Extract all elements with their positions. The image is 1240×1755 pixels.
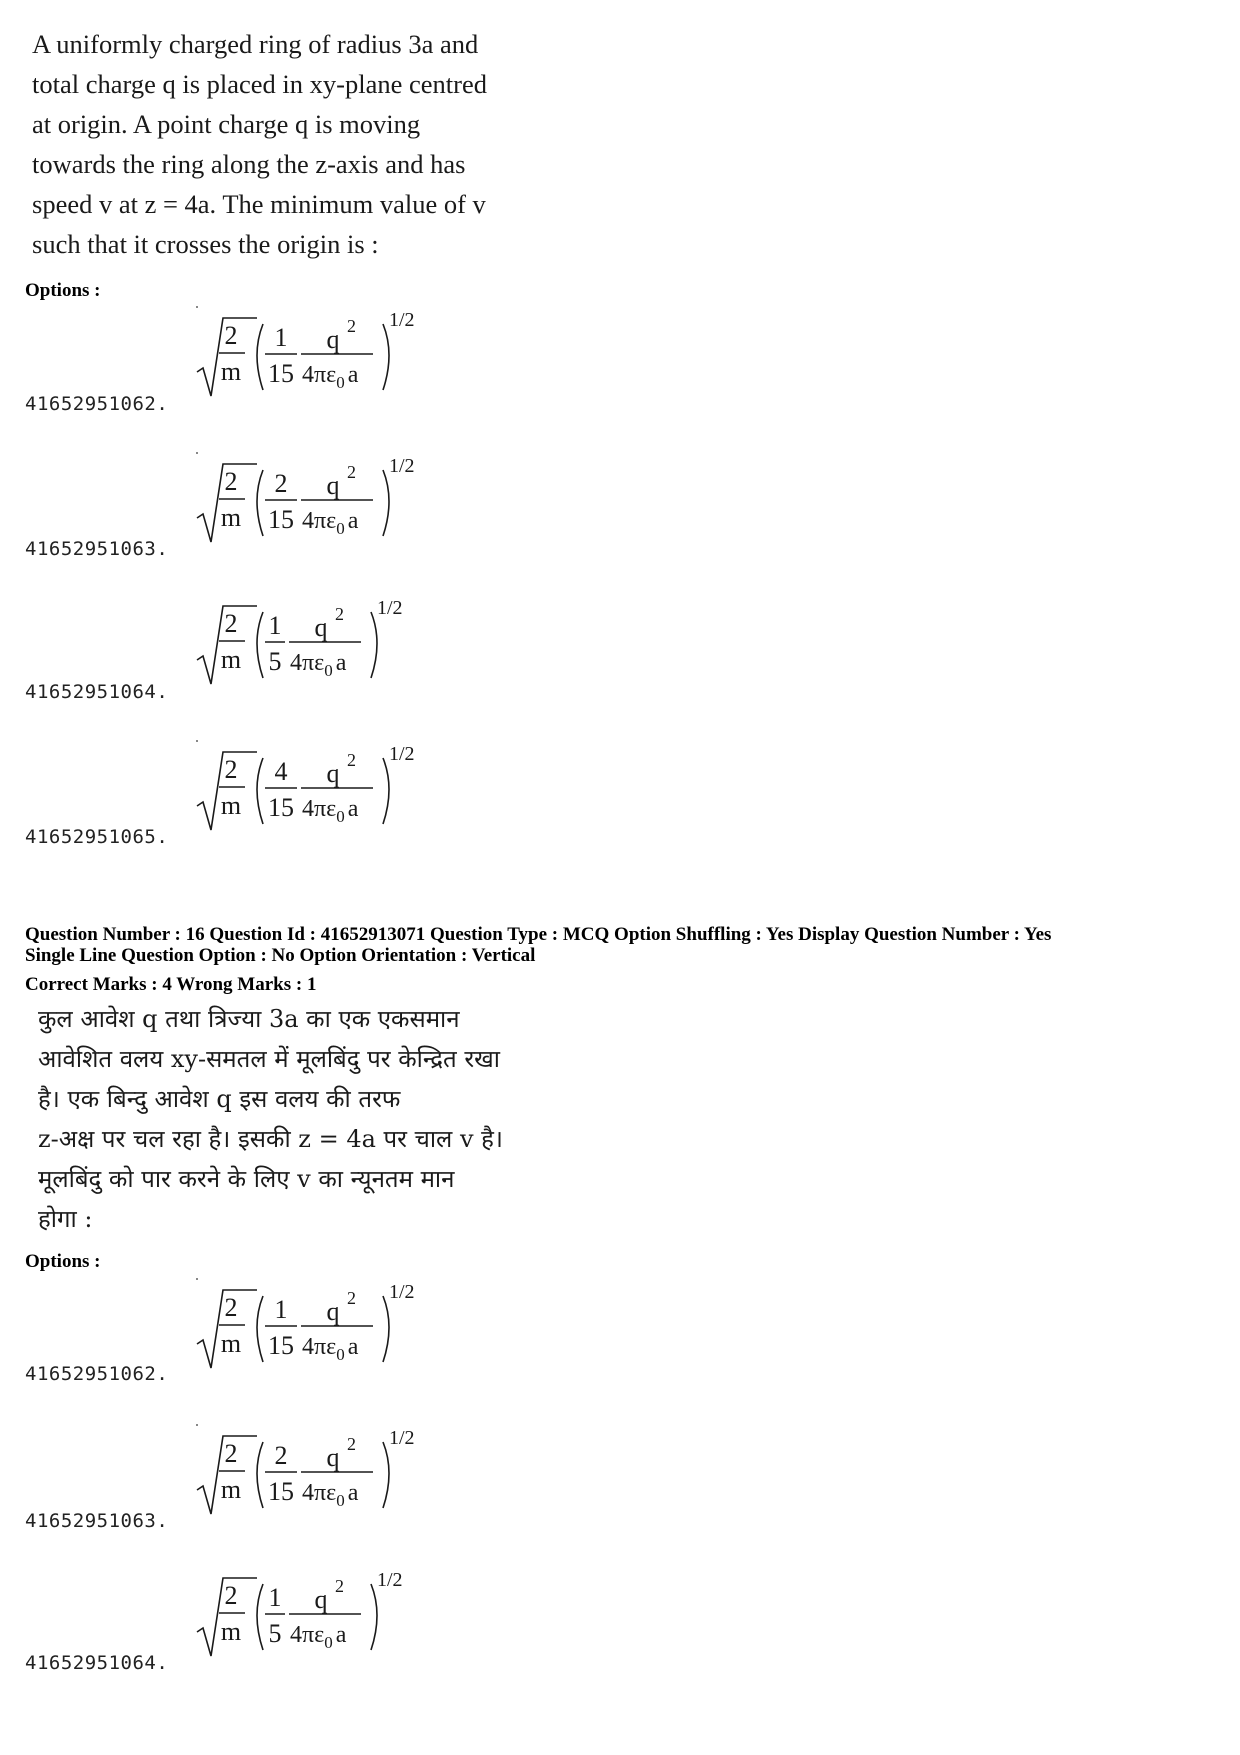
denominator-expression — [302, 1480, 359, 1510]
right-paren — [371, 612, 377, 678]
denominator-subscript: 0 — [336, 1345, 345, 1364]
q-power: 2 — [347, 750, 356, 770]
sqrt-denominator: m — [220, 1617, 242, 1646]
right-paren — [371, 1584, 377, 1650]
option-id: 41652951064. — [25, 1652, 169, 1674]
question-meta-line: Question Number : 16 Question Id : 41652913071 Question Type : MCQ Option Shuffling : Yes Display Question Number : Yes — [25, 924, 1052, 945]
scan-dot — [196, 306, 198, 308]
sqrt-numerator: 2 — [224, 1293, 238, 1322]
denominator-tail: a — [347, 1480, 359, 1506]
options-label: Options : — [25, 1251, 101, 1272]
coef-numerator: 1 — [274, 323, 288, 352]
q-power: 2 — [335, 604, 344, 624]
coef-numerator: 1 — [268, 1583, 282, 1612]
denominator-subscript: 0 — [336, 373, 345, 392]
coef-denominator: 5 — [268, 647, 282, 676]
coef-numerator: 2 — [274, 469, 288, 498]
q-power: 2 — [347, 1434, 356, 1454]
exponent-label: 1/2 — [389, 310, 415, 331]
sqrt-numerator: 2 — [224, 609, 238, 638]
denominator-tail: a — [347, 362, 359, 388]
coef-denominator: 15 — [268, 505, 294, 534]
q-power: 2 — [335, 1576, 344, 1596]
sqrt-denominator: m — [220, 1329, 242, 1358]
coef-numerator: 4 — [274, 757, 288, 786]
q-power: 2 — [347, 1288, 356, 1308]
denominator-tail: a — [335, 1622, 347, 1648]
question-line: total charge q is placed in xy-plane centred — [32, 69, 487, 99]
right-paren — [383, 758, 389, 824]
denominator-main: 4πε — [290, 650, 325, 676]
question-line: towards the ring along the z-axis and has — [32, 149, 466, 179]
left-paren — [257, 1584, 263, 1650]
coef-numerator: 1 — [268, 611, 282, 640]
option-id: 41652951063. — [25, 538, 169, 560]
question-line: speed v at z = 4a. The minimum value of v — [32, 189, 486, 219]
question-line: होगा : — [38, 1205, 93, 1233]
coef-denominator: 15 — [268, 1477, 294, 1506]
denominator-expression — [302, 1334, 359, 1364]
question-line: A uniformly charged ring of radius 3a and — [32, 29, 479, 59]
scan-dot — [196, 740, 198, 742]
denominator-expression — [290, 1622, 347, 1652]
question-line: आवेशित वलय xy-समतल में मूलबिंदु पर केन्द्रित रखा — [38, 1045, 500, 1073]
denominator-tail: a — [335, 650, 347, 676]
q-symbol: q — [314, 1585, 328, 1614]
coef-denominator: 15 — [268, 793, 294, 822]
option-id: 41652951064. — [25, 681, 169, 703]
denominator-tail: a — [347, 796, 359, 822]
option-id: 41652951063. — [25, 1510, 169, 1532]
denominator-subscript: 0 — [336, 519, 345, 538]
denominator-expression — [290, 650, 347, 680]
q-symbol: q — [326, 1297, 340, 1326]
denominator-main: 4πε — [302, 508, 337, 534]
exponent-label: 1/2 — [377, 598, 403, 619]
denominator-subscript: 0 — [336, 807, 345, 826]
sqrt-denominator: m — [220, 645, 242, 674]
option-formula — [195, 1428, 455, 1528]
exponent-label: 1/2 — [389, 744, 415, 765]
denominator-main: 4πε — [290, 1622, 325, 1648]
denominator-expression — [302, 362, 359, 392]
scan-dot — [196, 452, 198, 454]
scan-dot — [196, 1278, 198, 1280]
option-id: 41652951062. — [25, 1363, 169, 1385]
exponent-label: 1/2 — [389, 1428, 415, 1449]
left-paren — [257, 470, 263, 536]
coef-denominator: 15 — [268, 1331, 294, 1360]
option-formula — [195, 1282, 455, 1382]
q-symbol: q — [326, 1443, 340, 1472]
sqrt-denominator: m — [220, 1475, 242, 1504]
sqrt-numerator: 2 — [224, 755, 238, 784]
question-line: at origin. A point charge q is moving — [32, 109, 421, 139]
denominator-main: 4πε — [302, 796, 337, 822]
question-line: मूलबिंदु को पार करने के लिए v का न्यूनतम मान — [38, 1165, 455, 1193]
left-paren — [257, 1442, 263, 1508]
exponent-label: 1/2 — [377, 1570, 403, 1591]
exponent-label: 1/2 — [389, 1282, 415, 1303]
denominator-main: 4πε — [302, 1334, 337, 1360]
denominator-subscript: 0 — [336, 1491, 345, 1510]
right-paren — [383, 1442, 389, 1508]
question-line: है। एक बिन्दु आवेश q इस वलय की तरफ — [38, 1085, 401, 1113]
left-paren — [257, 1296, 263, 1362]
denominator-expression — [302, 508, 359, 538]
options-label: Options : — [25, 280, 101, 301]
q-symbol: q — [326, 325, 340, 354]
option-formula — [195, 1570, 455, 1670]
denominator-subscript: 0 — [324, 661, 333, 680]
q-symbol: q — [326, 471, 340, 500]
question-line: कुल आवेश q तथा त्रिज्या 3a का एक एकसमान — [38, 1005, 460, 1033]
exponent-label: 1/2 — [389, 456, 415, 477]
option-id: 41652951065. — [25, 826, 169, 848]
option-formula — [195, 456, 455, 556]
denominator-main: 4πε — [302, 362, 337, 388]
q-symbol: q — [314, 613, 328, 642]
sqrt-numerator: 2 — [224, 467, 238, 496]
sqrt-numerator: 2 — [224, 1439, 238, 1468]
sqrt-numerator: 2 — [224, 321, 238, 350]
denominator-main: 4πε — [302, 1480, 337, 1506]
sqrt-denominator: m — [220, 503, 242, 532]
sqrt-denominator: m — [220, 791, 242, 820]
question-meta-line: Single Line Question Option : No Option Orientation : Vertical — [25, 945, 536, 966]
marks-line: Correct Marks : 4 Wrong Marks : 1 — [25, 974, 317, 995]
left-paren — [257, 324, 263, 390]
option-formula — [195, 744, 455, 844]
sqrt-denominator: m — [220, 357, 242, 386]
q-symbol: q — [326, 759, 340, 788]
option-id: 41652951062. — [25, 393, 169, 415]
left-paren — [257, 758, 263, 824]
denominator-subscript: 0 — [324, 1633, 333, 1652]
right-paren — [383, 470, 389, 536]
sqrt-numerator: 2 — [224, 1581, 238, 1610]
denominator-tail: a — [347, 508, 359, 534]
coef-numerator: 2 — [274, 1441, 288, 1470]
scan-dot — [196, 1424, 198, 1426]
left-paren — [257, 612, 263, 678]
question-15-text — [32, 24, 552, 264]
question-line: such that it crosses the origin is : — [32, 229, 379, 259]
right-paren — [383, 1296, 389, 1362]
option-formula — [195, 598, 455, 698]
coef-denominator: 5 — [268, 1619, 282, 1648]
denominator-tail: a — [347, 1334, 359, 1360]
q-power: 2 — [347, 462, 356, 482]
denominator-expression — [302, 796, 359, 826]
question-line: z-अक्ष पर चल रहा है। इसकी z = 4a पर चाल v है। — [38, 1125, 503, 1153]
question-16-text — [38, 999, 543, 1239]
right-paren — [383, 324, 389, 390]
coef-denominator: 15 — [268, 359, 294, 388]
coef-numerator: 1 — [274, 1295, 288, 1324]
option-formula — [195, 310, 455, 410]
q-power: 2 — [347, 316, 356, 336]
